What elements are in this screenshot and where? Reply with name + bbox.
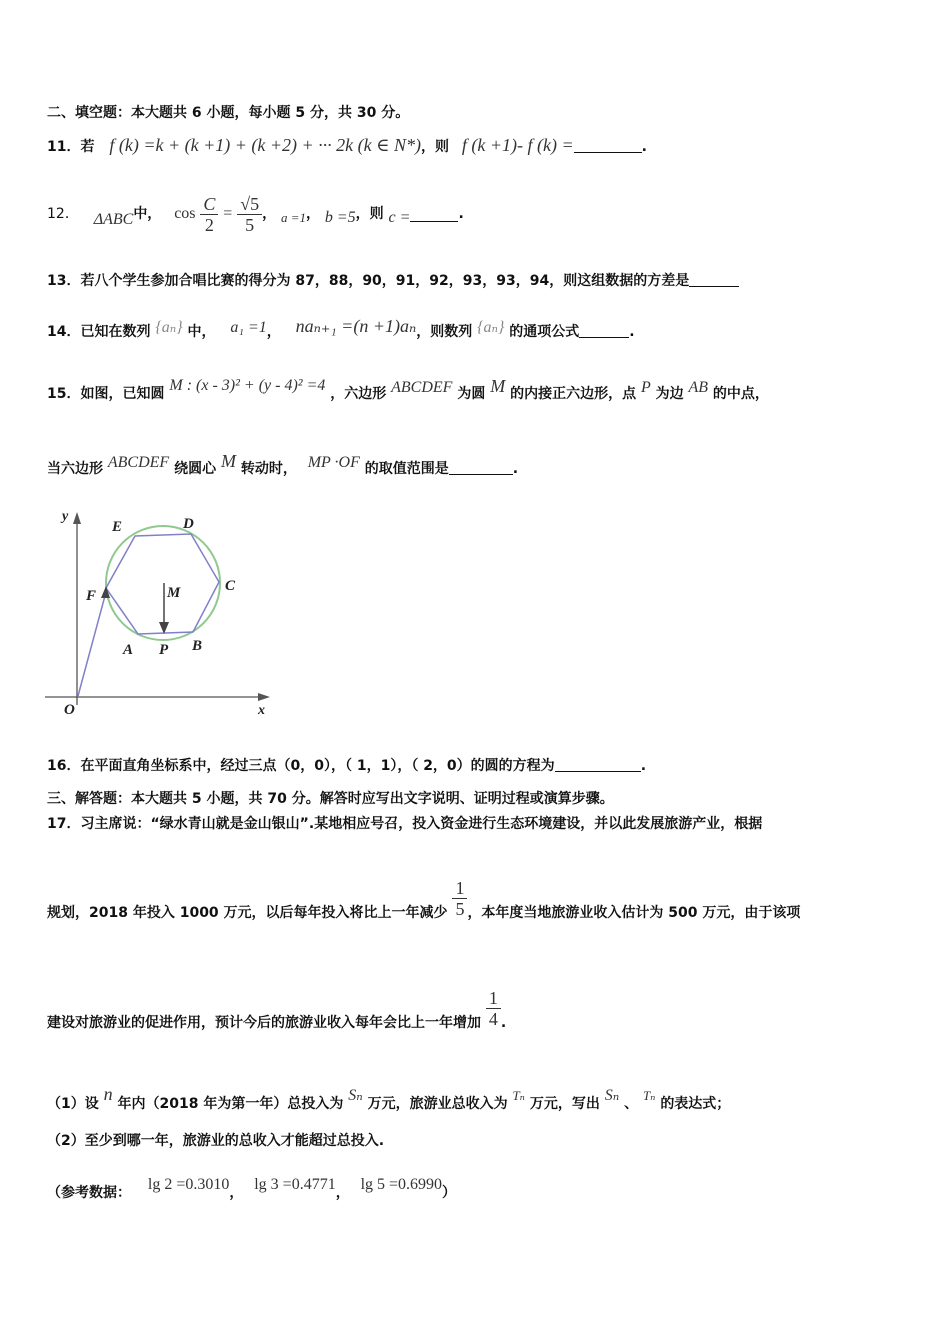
q11-end: . bbox=[641, 139, 647, 155]
q15-end: . bbox=[512, 461, 519, 477]
q15-wei-bian: 为边 bbox=[655, 386, 684, 402]
q14-recurrence: naₙ₊₁ =(n +1)aₙ bbox=[295, 316, 417, 336]
q17-Tn2: Tₙ bbox=[642, 1088, 656, 1103]
q15-inscribed: 的内接正六边形，点 bbox=[510, 386, 637, 402]
q12-triangle: ΔABC bbox=[93, 211, 134, 228]
q17-Tn: Tₙ bbox=[512, 1088, 525, 1103]
hexagon-figure bbox=[40, 500, 280, 725]
q16-answer-blank bbox=[555, 757, 641, 772]
q15-line2-a: 当六边形 bbox=[47, 461, 103, 477]
q15-line2-b: 绕圆心 bbox=[174, 461, 217, 477]
q12-number: 12． bbox=[47, 206, 79, 222]
q12-cos: cos bbox=[174, 205, 196, 222]
q12-equals: = bbox=[223, 205, 233, 222]
q12-comma1: ， bbox=[262, 206, 277, 222]
question-14 bbox=[47, 316, 635, 342]
x-axis-arrow bbox=[258, 693, 270, 701]
q14-prefix: 14．已知在数列 bbox=[47, 324, 151, 340]
q17-line3 bbox=[47, 988, 506, 1051]
q17-p1-b: 年内（2018 年为第一年）总投入为 bbox=[117, 1096, 344, 1112]
q17-part1 bbox=[47, 1084, 730, 1114]
q11-ruo: 若 bbox=[80, 139, 95, 155]
q14-suffix: 的通项公式 bbox=[509, 324, 580, 340]
label-B: B bbox=[192, 638, 203, 654]
q12-zhong: 中， bbox=[133, 206, 162, 222]
q17-line1: 17．习主席说：“绿水青山就是金山银山”.某地相应号召，投入资金进行生态环境建设，并以此发展旅游产业，根据 bbox=[47, 816, 763, 832]
section2-heading: 二、填空题：本大题共 6 小题，每小题 5 分，共 30 分。 bbox=[47, 105, 410, 121]
q17-Sn2: Sₙ bbox=[604, 1087, 620, 1104]
question-12 bbox=[47, 190, 464, 244]
q11-ze: ，则 bbox=[420, 139, 449, 155]
q17-lg2: lg 2 =0.3010 bbox=[147, 1176, 230, 1193]
label-O: O bbox=[64, 702, 75, 718]
q14-sequence: {aₙ} bbox=[155, 319, 183, 336]
q15-circle-equation: M : (x - 3)² + (y - 4)² =4 bbox=[169, 377, 326, 394]
q12-b-value: b =5 bbox=[324, 209, 356, 226]
q14-a1: a₁ =1 bbox=[230, 319, 267, 336]
label-x: x bbox=[258, 703, 265, 718]
q14-end: . bbox=[629, 324, 635, 340]
q15-P: P bbox=[640, 379, 651, 396]
q17-line3-b: . bbox=[500, 1015, 507, 1031]
q17-Sn: Sₙ bbox=[348, 1087, 363, 1104]
q17-p1-d: 万元，写出 bbox=[529, 1096, 600, 1112]
q12-ze: ，则 bbox=[355, 206, 384, 222]
q12-fraction-c-over-2: $\frac{C}{2}$ bbox=[200, 194, 218, 235]
q12-c-value: c = bbox=[388, 209, 411, 226]
q14-zhong: 中， bbox=[187, 324, 216, 340]
question-11 bbox=[47, 135, 647, 157]
q14-sequence2: {aₙ} bbox=[477, 319, 505, 336]
label-M: M bbox=[167, 585, 181, 601]
q15-hexagon-name: ABCDEF bbox=[391, 379, 453, 396]
q15-answer-blank bbox=[449, 460, 513, 475]
q17-part2: （2）至少到哪一年，旅游业的总收入才能超过总投入. bbox=[47, 1133, 385, 1149]
q11-expression: f (k) =k + (k +1) + (k +2) + ··· 2k (k ∈ N*) bbox=[109, 135, 421, 155]
q15-prefix: 15．如图，已知圆 bbox=[47, 386, 165, 402]
label-F: F bbox=[86, 588, 97, 604]
q17-p1-f: 的表达式； bbox=[660, 1096, 731, 1112]
q17-lg5: lg 5 =0.6990 bbox=[360, 1176, 443, 1193]
q12-answer-blank bbox=[410, 207, 458, 222]
q17-fraction-one-fourth: $\frac{1}{4}$ bbox=[486, 988, 501, 1029]
section3-heading: 三、解答题：本大题共 5 小题，共 70 分。解答时应写出文字说明、证明过程或演算步骤。 bbox=[47, 791, 614, 807]
q15-line2-c: 转动时， bbox=[240, 461, 297, 477]
q17-ref-comma2: ， bbox=[335, 1185, 350, 1201]
q12-fraction-sqrt5-over-5: $\frac{√5}{5}$ bbox=[237, 194, 262, 235]
q15-wei-yuan: 为圆 bbox=[457, 386, 486, 402]
q17-line2 bbox=[47, 878, 800, 941]
q17-p1-e: 、 bbox=[624, 1096, 639, 1112]
label-D: D bbox=[183, 516, 194, 532]
q15-AB: AB bbox=[688, 379, 709, 396]
q13-answer-blank bbox=[689, 272, 739, 287]
q11-number: 11． bbox=[47, 139, 81, 155]
question-15-line2 bbox=[47, 451, 518, 479]
q14-mid: ，则数列 bbox=[416, 324, 473, 340]
q11-answer-blank bbox=[574, 138, 642, 153]
q17-n: n bbox=[103, 1084, 113, 1104]
q15-M2: M bbox=[220, 451, 236, 471]
q17-ref-comma1: ， bbox=[229, 1185, 244, 1201]
q17-p1-c: 万元，旅游业总收入为 bbox=[367, 1096, 508, 1112]
q17-fraction-one-fifth: $\frac{1}{5}$ bbox=[452, 878, 467, 919]
q14-comma: ， bbox=[266, 324, 281, 340]
q17-line2-b: ，本年度当地旅游业收入估计为 500 万元，由于该项 bbox=[467, 905, 801, 921]
hexagon-ABCDEF bbox=[106, 534, 219, 634]
q15-hexagon-name2: ABCDEF bbox=[107, 454, 170, 471]
question-15-line1 bbox=[47, 376, 769, 404]
q12-end: . bbox=[458, 206, 464, 222]
q11-expression2: f (k +1)- f (k) = bbox=[461, 135, 574, 155]
q17-line2-a: 规划，2018 年投入 1000 万元，以后每年投入将比上一年减少 bbox=[47, 905, 448, 921]
q12-comma2: ， bbox=[305, 206, 320, 222]
vector-OF bbox=[78, 592, 106, 696]
label-A: A bbox=[123, 642, 134, 658]
q15-M: M bbox=[490, 376, 506, 396]
q17-lg3: lg 3 =0.4771 bbox=[254, 1176, 336, 1193]
q15-hex-text: ，六边形 bbox=[330, 386, 387, 402]
q17-reference-data bbox=[47, 1175, 456, 1203]
q12-a-value: a =1 bbox=[280, 210, 306, 225]
question-13 bbox=[47, 271, 739, 291]
q14-answer-blank bbox=[579, 323, 629, 338]
label-E: E bbox=[112, 519, 123, 535]
q13-text: 13．若八个学生参加合唱比赛的得分为 87，88，90，91，92，93，93，94，则这组数据的方差是 bbox=[47, 273, 690, 289]
q15-midpoint: 的中点， bbox=[712, 386, 769, 402]
q15-line2-d: 的取值范围是 bbox=[364, 461, 449, 477]
label-P: P bbox=[159, 642, 169, 658]
q15-dot-product: MP ·OF bbox=[307, 454, 360, 471]
label-y: y bbox=[62, 509, 69, 524]
q16-text: 16．在平面直角坐标系中，经过三点（0，0），（ 1，1），（ 2，0）的圆的方程为 bbox=[47, 758, 555, 774]
q17-ref-a: （参考数据： bbox=[47, 1185, 131, 1201]
q17-p1-a: （1）设 bbox=[47, 1096, 99, 1112]
q17-ref-end: ） bbox=[442, 1185, 457, 1201]
label-C: C bbox=[225, 578, 236, 594]
question-16 bbox=[47, 756, 646, 776]
q16-end: . bbox=[640, 758, 647, 774]
q17-line3-a: 建设对旅游业的促进作用，预计今后的旅游业收入每年会比上一年增加 bbox=[47, 1015, 481, 1031]
y-axis-arrow bbox=[73, 512, 81, 524]
